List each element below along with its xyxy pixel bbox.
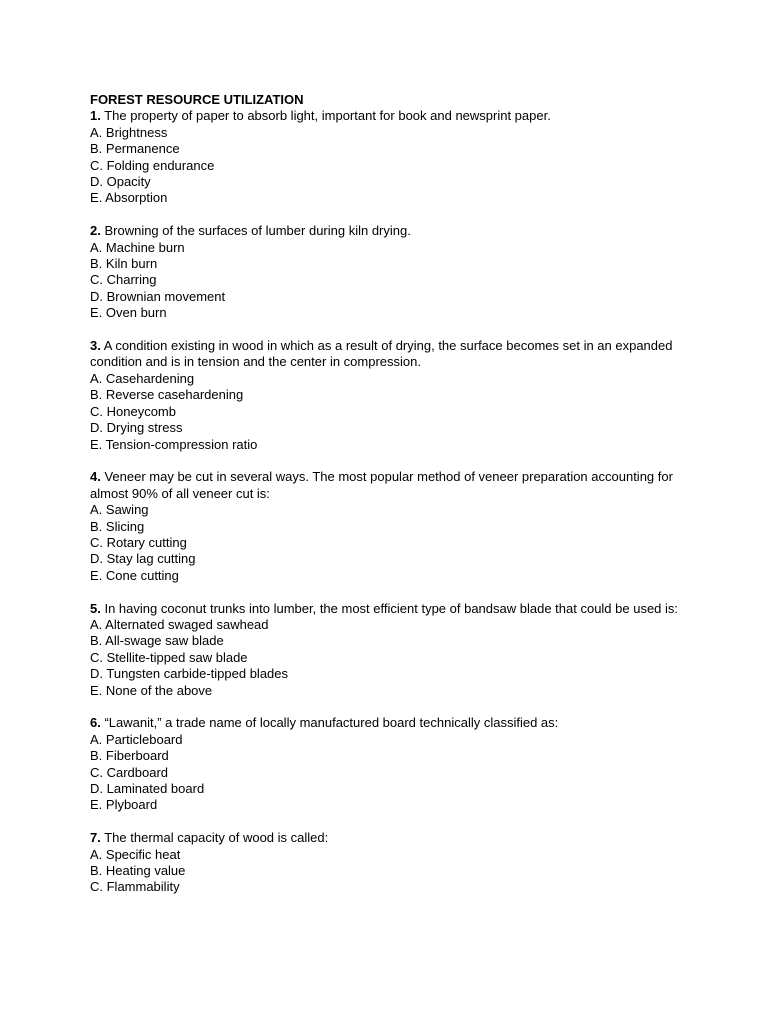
answer-choice-e: E. Oven burn (90, 305, 167, 321)
answer-choice-c: C. Stellite-tipped saw blade (90, 649, 248, 665)
answer-choice-b: B. Slicing (90, 518, 145, 534)
answer-choice-d: D. Tungsten carbide-tipped blades (90, 666, 289, 682)
answer-choice-c: C. Folding endurance (90, 157, 215, 173)
answer-choice-b: B. Reverse casehardening (90, 387, 244, 403)
answer-choice-d: D. Laminated board (90, 780, 205, 796)
question-number: 1. (90, 108, 101, 124)
question-text: “Lawanit,” a trade name of locally manufactured board technically classified as: (104, 715, 559, 731)
question-text: In having coconut trunks into lumber, the most efficient type of bandsaw blade that could be used is: (104, 600, 679, 616)
question-stem (90, 108, 680, 124)
answer-choice-b: B. Heating value (90, 863, 186, 878)
question-number: 4. (90, 469, 101, 485)
answer-choice-b: B. All-swage saw blade (90, 633, 224, 649)
question-6 (90, 715, 680, 813)
answer-choice-d: D. Drying stress (90, 420, 183, 436)
question-1 (90, 108, 680, 206)
answer-choice-e: E. Tension-compression ratio (90, 436, 258, 452)
answer-choice-d: D. Opacity (90, 174, 151, 190)
question-stem (90, 469, 680, 502)
answer-choice-a: A. Machine burn (90, 239, 185, 255)
question-5 (90, 601, 680, 699)
question-2 (90, 223, 680, 321)
answer-choice-d: D. Stay lag cutting (90, 551, 196, 567)
answer-choice-c: C. Flammability (90, 879, 180, 895)
answer-choice-e: E. None of the above (90, 682, 213, 698)
document-title: FOREST RESOURCE UTILIZATION (90, 92, 304, 107)
question-stem (90, 338, 680, 371)
answer-choice-a: A. Sawing (90, 502, 149, 518)
answer-choice-d: D. Brownian movement (90, 288, 226, 304)
question-number: 5. (90, 600, 101, 616)
answer-choice-a: A. Particleboard (90, 731, 183, 747)
answer-choice-c: C. Honeycomb (90, 403, 176, 419)
answer-choice-a: A. Brightness (90, 124, 168, 140)
document-page (90, 92, 680, 896)
answer-choice-e: E. Cone cutting (90, 567, 179, 583)
question-7 (90, 830, 680, 896)
question-number: 6. (90, 715, 101, 731)
answer-choice-e: E. Absorption (90, 190, 168, 206)
question-text: The thermal capacity of wood is called: (104, 830, 329, 846)
question-text: Veneer may be cut in several ways. The most popular method of veneer preparation accounting for almost 90% of all veneer cut is: (90, 469, 673, 501)
question-stem (90, 830, 680, 846)
answer-choice-c: C. Charring (90, 272, 157, 288)
answer-choice-b: B. Fiberboard (90, 748, 169, 764)
answer-choice-c: C. Rotary cutting (90, 534, 187, 550)
answer-choice-b: B. Permanence (90, 141, 180, 157)
answer-choice-a: A. Casehardening (90, 370, 195, 386)
answer-choice-e: E. Plyboard (90, 797, 158, 813)
question-stem (90, 715, 680, 731)
question-text: Browning of the surfaces of lumber during kiln drying. (104, 223, 411, 239)
question-3 (90, 338, 680, 453)
question-number: 7. (90, 830, 101, 846)
answer-choice-a: A. Alternated swaged sawhead (90, 616, 269, 632)
answer-choice-a: A. Specific heat (90, 846, 181, 862)
question-number: 2. (90, 223, 101, 239)
question-number: 3. (90, 338, 101, 354)
answer-choice-b: B. Kiln burn (90, 256, 158, 272)
question-stem (90, 223, 680, 239)
question-stem (90, 601, 680, 617)
answer-choice-c: C. Cardboard (90, 764, 169, 780)
question-text: The property of paper to absorb light, important for book and newsprint paper. (104, 108, 551, 124)
question-text: A condition existing in wood in which as a result of drying, the surface becomes set in an expanded condition and is in tension and the center in compression. (90, 338, 673, 370)
question-4 (90, 469, 680, 584)
